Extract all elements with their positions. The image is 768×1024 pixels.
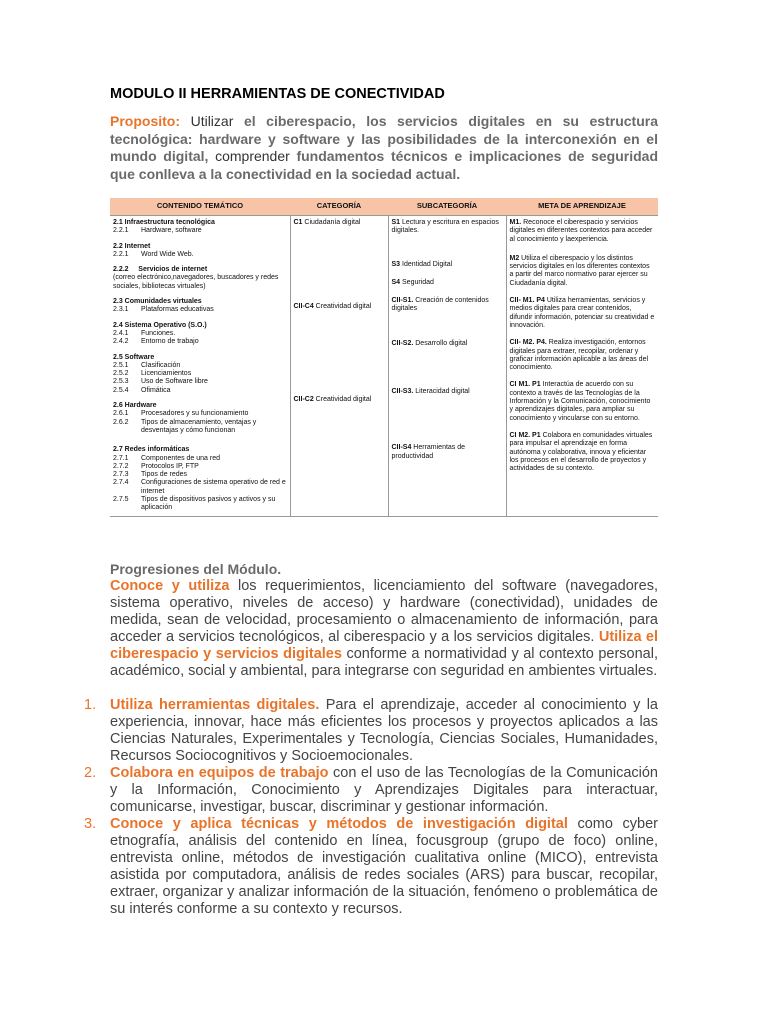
table-header-row <box>110 198 658 216</box>
list-item <box>84 816 658 918</box>
goal-text: Utiliza herramientas, servicios y medios digitales para crear contenidos, difundir información, potenciar su creatividad e innovación. <box>509 297 655 329</box>
goal-code: M1. <box>509 219 522 226</box>
topic-number: 2.7.4 <box>113 479 129 487</box>
body-text: como cyber etnografía, análisis del contenido en línea, focusgroup (grupo de foco) online, entrevista online, métodos de investigación cualitativa online (MICO), entrevista asistida por computadora, análisis de redes sociales (ARS) para buscar, recopilar, extraer, organizar y analizar información de la situación, fenómeno o problemática de su interés conforme a su contexto y recursos. <box>110 816 658 917</box>
content-table <box>110 198 658 517</box>
goal-text: Utiliza el ciberespacio y los distintos servicios digitales en los diferentes contextos a partir del marco normativo parar ejercer su Ciudadanía digital. <box>509 254 650 287</box>
header-subcategoria: SUBCATEGORÍA <box>388 198 506 216</box>
contenido-cell <box>110 216 290 517</box>
subcategory-label: Seguridad <box>400 278 434 286</box>
topic-item: Configuraciones de sistema operativo de red e internet <box>141 479 286 495</box>
topic-item: Uso de Software libre <box>141 378 208 386</box>
subcategory-code: CII-S3. <box>391 388 414 396</box>
topic-heading: 2.3 Comunidades virtuales <box>113 298 202 306</box>
topic-number: 2.7.5 <box>113 496 129 504</box>
highlight-text: Conoce y aplica técnicas y métodos de investigación digital <box>110 816 568 832</box>
topic-number: 2.6.2 <box>113 418 129 426</box>
topic-number: 2.2.1 <box>113 227 129 235</box>
topic-number: 2.3.1 <box>113 306 129 314</box>
goal-code: M2 <box>509 254 520 262</box>
header-meta: META DE APRENDIZAJE <box>506 198 658 216</box>
topic-item: Ofimática <box>141 386 171 394</box>
subcategory-label: Lectura y escritura en espacios digitales. <box>391 219 499 235</box>
list-number: 3. <box>84 816 97 832</box>
highlight-text: Utiliza herramientas digitales. <box>110 697 320 713</box>
topic-item: Componentes de una red <box>141 454 220 462</box>
category-label: Creatividad digital <box>313 303 372 311</box>
topic-item: Tipos de redes <box>141 471 188 479</box>
highlight-text: Conoce y utiliza <box>110 578 230 594</box>
topic-heading: 2.1 Infraestructura tecnológica <box>113 219 215 226</box>
categoria-cell <box>290 216 388 517</box>
subcategory-label: Identidad Digital <box>400 260 453 268</box>
topic-item: Hardware, software <box>141 227 202 235</box>
topic-item: Plataformas educativas <box>141 306 214 314</box>
subcategoria-cell <box>388 216 506 517</box>
topic-number: 2.5.2 <box>113 370 129 378</box>
category-code: CII-C4 <box>293 303 314 311</box>
body-text: con el uso de las Tecnologías de la Comunicación y la Información, Conocimiento y Aprendizajes Digitales para interactuar, comunicarse, investigar, buscar, discriminar y gestionar información. <box>110 765 658 815</box>
meta-cell <box>506 216 658 517</box>
document-title: MODULO II HERRAMIENTAS DE CONECTIVIDAD <box>110 86 445 102</box>
topic-item: Procesadores y su funcionamiento <box>141 410 249 418</box>
topic-heading: 2.2.2 Servicios de internet <box>113 266 208 274</box>
category-label: Creatividad digital <box>313 395 372 403</box>
header-categoria: CATEGORÍA <box>290 198 388 216</box>
topic-item: (correo electrónico,navegadores, buscadores y redes sociales, bibliotecas virtuales) <box>113 274 279 290</box>
progressions-title: Progresiones del Módulo. <box>110 561 282 577</box>
topic-item: Funciones. <box>141 329 176 337</box>
list-item <box>84 697 658 765</box>
goal-text: Colabora en comunidades virtuales para impulsar el aprendizaje en forma autónoma y colaborativa, innova y eficientar los procesos en el desarrollo de proyectos y actividades de su contexto. <box>509 431 653 473</box>
subcategory-label: Creación de contenidos digitales <box>391 297 489 313</box>
goal-code: CII- M2. P4. <box>509 339 547 347</box>
purpose-verb-2: comprender <box>215 148 290 165</box>
topic-heading: 2.7 Redes informáticas <box>113 446 190 454</box>
topic-number: 2.7.3 <box>113 471 129 479</box>
subcategory-label: Literacidad digital <box>413 388 470 396</box>
list-number: 1. <box>84 697 97 713</box>
topic-number: 2.4.1 <box>113 329 129 337</box>
category-code: C1 <box>293 219 303 226</box>
list-item <box>84 765 658 816</box>
topic-number: 2.5.4 <box>113 386 129 394</box>
body-text: conforme a normatividad y al contexto personal, académico, social y ambiental, para integrarse con seguridad en ambientes virtuales. <box>110 646 658 679</box>
goal-text: Realiza investigación, entornos digitales para extraer, recopilar, ordenar y graficar información aplicable a las áreas del conocimiento. <box>509 339 649 372</box>
goal-text: Interactúa de acuerdo con su contexto a través de las Tecnologías de la Información y la Comunicación, conocimiento y aprendizajes digitales, para ampliar su conocimiento y vincularse con su entorno. <box>509 381 651 422</box>
goal-code: CII- M1. P4 <box>509 297 545 305</box>
goal-text: Reconoce el ciberespacio y servicios digitales en diferentes contextos para acceder al conocimiento y laexperiencia. <box>509 219 653 243</box>
table-row <box>110 216 658 517</box>
topic-heading: 2.6 Hardware <box>113 402 157 410</box>
topic-number: 2.7.1 <box>113 454 129 462</box>
topic-item: Tipos de dispositivos pasivos y activos y su aplicación <box>141 496 276 512</box>
topic-number: 2.6.1 <box>113 410 129 418</box>
topic-item: Entorno de trabajo <box>141 338 199 346</box>
category-code: CII-C2 <box>293 395 314 403</box>
topic-item: Clasificación <box>141 361 181 369</box>
goal-code: CI M2. P1 <box>509 431 541 439</box>
subcategory-code: S1 <box>391 219 401 226</box>
purpose-verb-1: Utilizar <box>190 113 234 129</box>
list-number: 2. <box>84 765 97 781</box>
highlight-text: Colabora en equipos de trabajo <box>110 765 329 781</box>
purpose-label: Proposito: <box>110 113 180 129</box>
subcategory-code: CII-S1. <box>391 297 414 305</box>
topic-item: Tipos de almacenamiento, ventajas y desventajas y cómo funcionan <box>141 418 257 434</box>
topic-heading: 2.2 Internet <box>113 242 151 250</box>
subcategory-label: Herramientas de productividad <box>391 444 466 460</box>
topic-number: 2.2.1 <box>113 250 129 258</box>
highlight-text: Utiliza el ciberespacio y servicios digitales <box>110 629 658 662</box>
progressions-intro <box>110 578 658 680</box>
header-contenido: CONTENIDO TEMÁTICO <box>110 198 290 216</box>
body-text: los requerimientos, licenciamiento del software (navegadores, sistema operativo, niveles de acceso) y hardware (conectividad), unidades de medida, sean de velocidad, procesamiento o almacenamiento de información, para acceder a servicios tecnológicos, al ciberespacio y a los servicios digitales. <box>110 578 658 645</box>
progressions-list <box>84 697 658 918</box>
subcategory-label: Desarrollo digital <box>413 339 468 347</box>
topic-item: Licenciamientos <box>141 370 192 378</box>
goal-code: CI M1. P1 <box>509 381 541 389</box>
subcategory-code: S4 <box>391 278 401 286</box>
subcategory-code: CII-S4 <box>391 444 412 452</box>
purpose-paragraph <box>110 113 658 183</box>
body-text: Para el aprendizaje, acceder al conocimiento y la experiencia, innovar, hace más eficientes los procesos y proyectos aplicados a las Ciencias Naturales, Experimentales y Tecnología, Ciencias Sociales, Humanidades, Recursos Sociocognitivos y Socioemocionales. <box>110 697 658 764</box>
purpose-text-1: el ciberespacio, los servicios digitales en su estructura tecnológica: hardware y software y las posibilidades de la interconexión en el mundo digital, <box>110 113 658 165</box>
purpose-text-2: fundamentos técnicos e implicaciones de seguridad que conlleva a la conectividad en la sociedad actual. <box>110 148 659 182</box>
subcategory-code: CII-S2. <box>391 339 414 347</box>
topic-item: Word Wide Web. <box>141 250 194 258</box>
category-label: Ciudadanía digital <box>302 219 361 226</box>
topic-number: 2.7.2 <box>113 462 129 470</box>
topic-item: Protocolos IP, FTP <box>141 462 199 470</box>
topic-number: 2.5.1 <box>113 361 129 369</box>
topic-number: 2.5.3 <box>113 378 129 386</box>
subcategory-code: S3 <box>391 260 401 268</box>
topic-number: 2.4.2 <box>113 338 129 346</box>
topic-heading: 2.5 Software <box>113 353 155 361</box>
topic-heading: 2.4 Sistema Operativo (S.O.) <box>113 321 207 329</box>
